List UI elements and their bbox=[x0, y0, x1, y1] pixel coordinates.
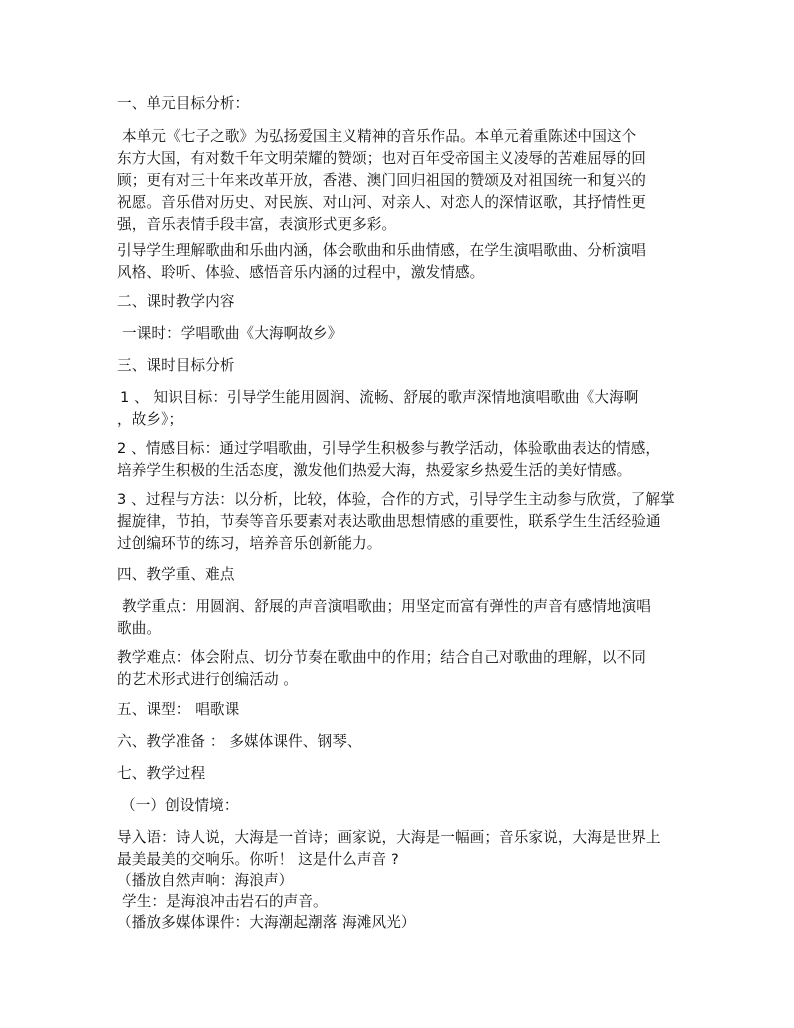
difficult-point-line: 教学难点：体会附点、切分节奏在歌曲中的作用；结合自己对歌曲的理解，以不同 bbox=[117, 649, 646, 666]
intro-line: 导入语：诗人说，大海是一首诗；画家说，大海是一幅画；音乐家说，大海是世界上 bbox=[117, 829, 661, 846]
heading-process: 七、教学过程 bbox=[117, 765, 206, 782]
heading-lesson-type: 五、课型： 唱歌课 bbox=[117, 701, 240, 718]
goal-line: 培养学生积极的生活态度，激发他们热爱大海，热爱家乡热爱生活的美好情感。 bbox=[117, 462, 632, 479]
paragraph-line: 本单元《七子之歌》为弘扬爱国主义精神的音乐作品。本单元着重陈述中国这个 bbox=[122, 128, 637, 145]
stage-direction: （播放自然声响：海浪声） bbox=[117, 872, 294, 889]
goal-line: 1 、 知识目标：引导学生能用圆润、流畅、舒展的歌声深情地演唱歌曲《大海啊 bbox=[120, 389, 639, 406]
paragraph-line: 东方大国，有对数千年文明荣耀的赞颂；也对百年受帝国主义凌辱的苦难屈辱的回 bbox=[117, 150, 646, 167]
key-point-line: 教学重点：用圆润、舒展的声音演唱歌曲；用坚定而富有弹性的声音有感情地演唱 bbox=[122, 598, 651, 615]
stage-direction: （播放多媒体课件：大海潮起潮落 海滩风光） bbox=[117, 914, 416, 931]
key-point-line: 歌曲。 bbox=[117, 620, 162, 637]
step-heading: （一）创设情境： bbox=[121, 797, 239, 814]
heading-unit-goal: 一、单元目标分析： bbox=[117, 95, 250, 112]
paragraph-line: 引导学生理解歌曲和乐曲内涵，体会歌曲和乐曲情感，在学生演唱歌曲、分析演唱 bbox=[117, 242, 646, 259]
heading-lesson-goals: 三、课时目标分析 bbox=[117, 357, 235, 374]
paragraph-line: 顾；更有对三十年来改革开放，香港、澳门回归祖国的赞颂及对祖国统一和复兴的 bbox=[117, 172, 646, 189]
lesson-line: 一课时：学唱歌曲《大海啊故乡》 bbox=[122, 325, 343, 342]
goal-line: 过创编环节的练习，培养音乐创新能力。 bbox=[117, 535, 382, 552]
goal-line: ，故乡》； bbox=[117, 411, 184, 428]
heading-preparation: 六、教学准备 ： 多媒体课件、钢琴、 bbox=[117, 733, 362, 750]
goal-line: 3 、过程与方法：以分析，比较，体验，合作的方式，引导学生主动参与欣赏，了解掌 bbox=[117, 491, 675, 508]
intro-line: 最美最美的交响乐。你听！ 这是什么声音 ? bbox=[117, 851, 399, 868]
goal-line: 2 、情感目标：通过学唱歌曲，引导学生积极参与教学活动，体验歌曲表达的情感， bbox=[117, 440, 661, 457]
paragraph-line: 祝愿。音乐借对历史、对民族、对山河、对亲人、对恋人的深情讴歌，其抒情性更 bbox=[117, 194, 646, 211]
goal-line: 握旋律，节拍，节奏等音乐要素对表达歌曲思想情感的重要性，联系学生生活经验通 bbox=[117, 513, 661, 530]
heading-lesson-content: 二、课时教学内容 bbox=[117, 293, 235, 310]
student-line: 学生：是海浪冲击岩石的声音。 bbox=[122, 893, 328, 910]
difficult-point-line: 的艺术形式进行创编活动 。 bbox=[117, 671, 299, 688]
paragraph-line: 风格、聆听、体验、感悟音乐内涵的过程中，激发情感。 bbox=[117, 264, 485, 281]
heading-key-points: 四、教学重、难点 bbox=[117, 566, 235, 583]
paragraph-line: 强，音乐表情手段丰富，表演形式更多彩。 bbox=[117, 216, 397, 233]
